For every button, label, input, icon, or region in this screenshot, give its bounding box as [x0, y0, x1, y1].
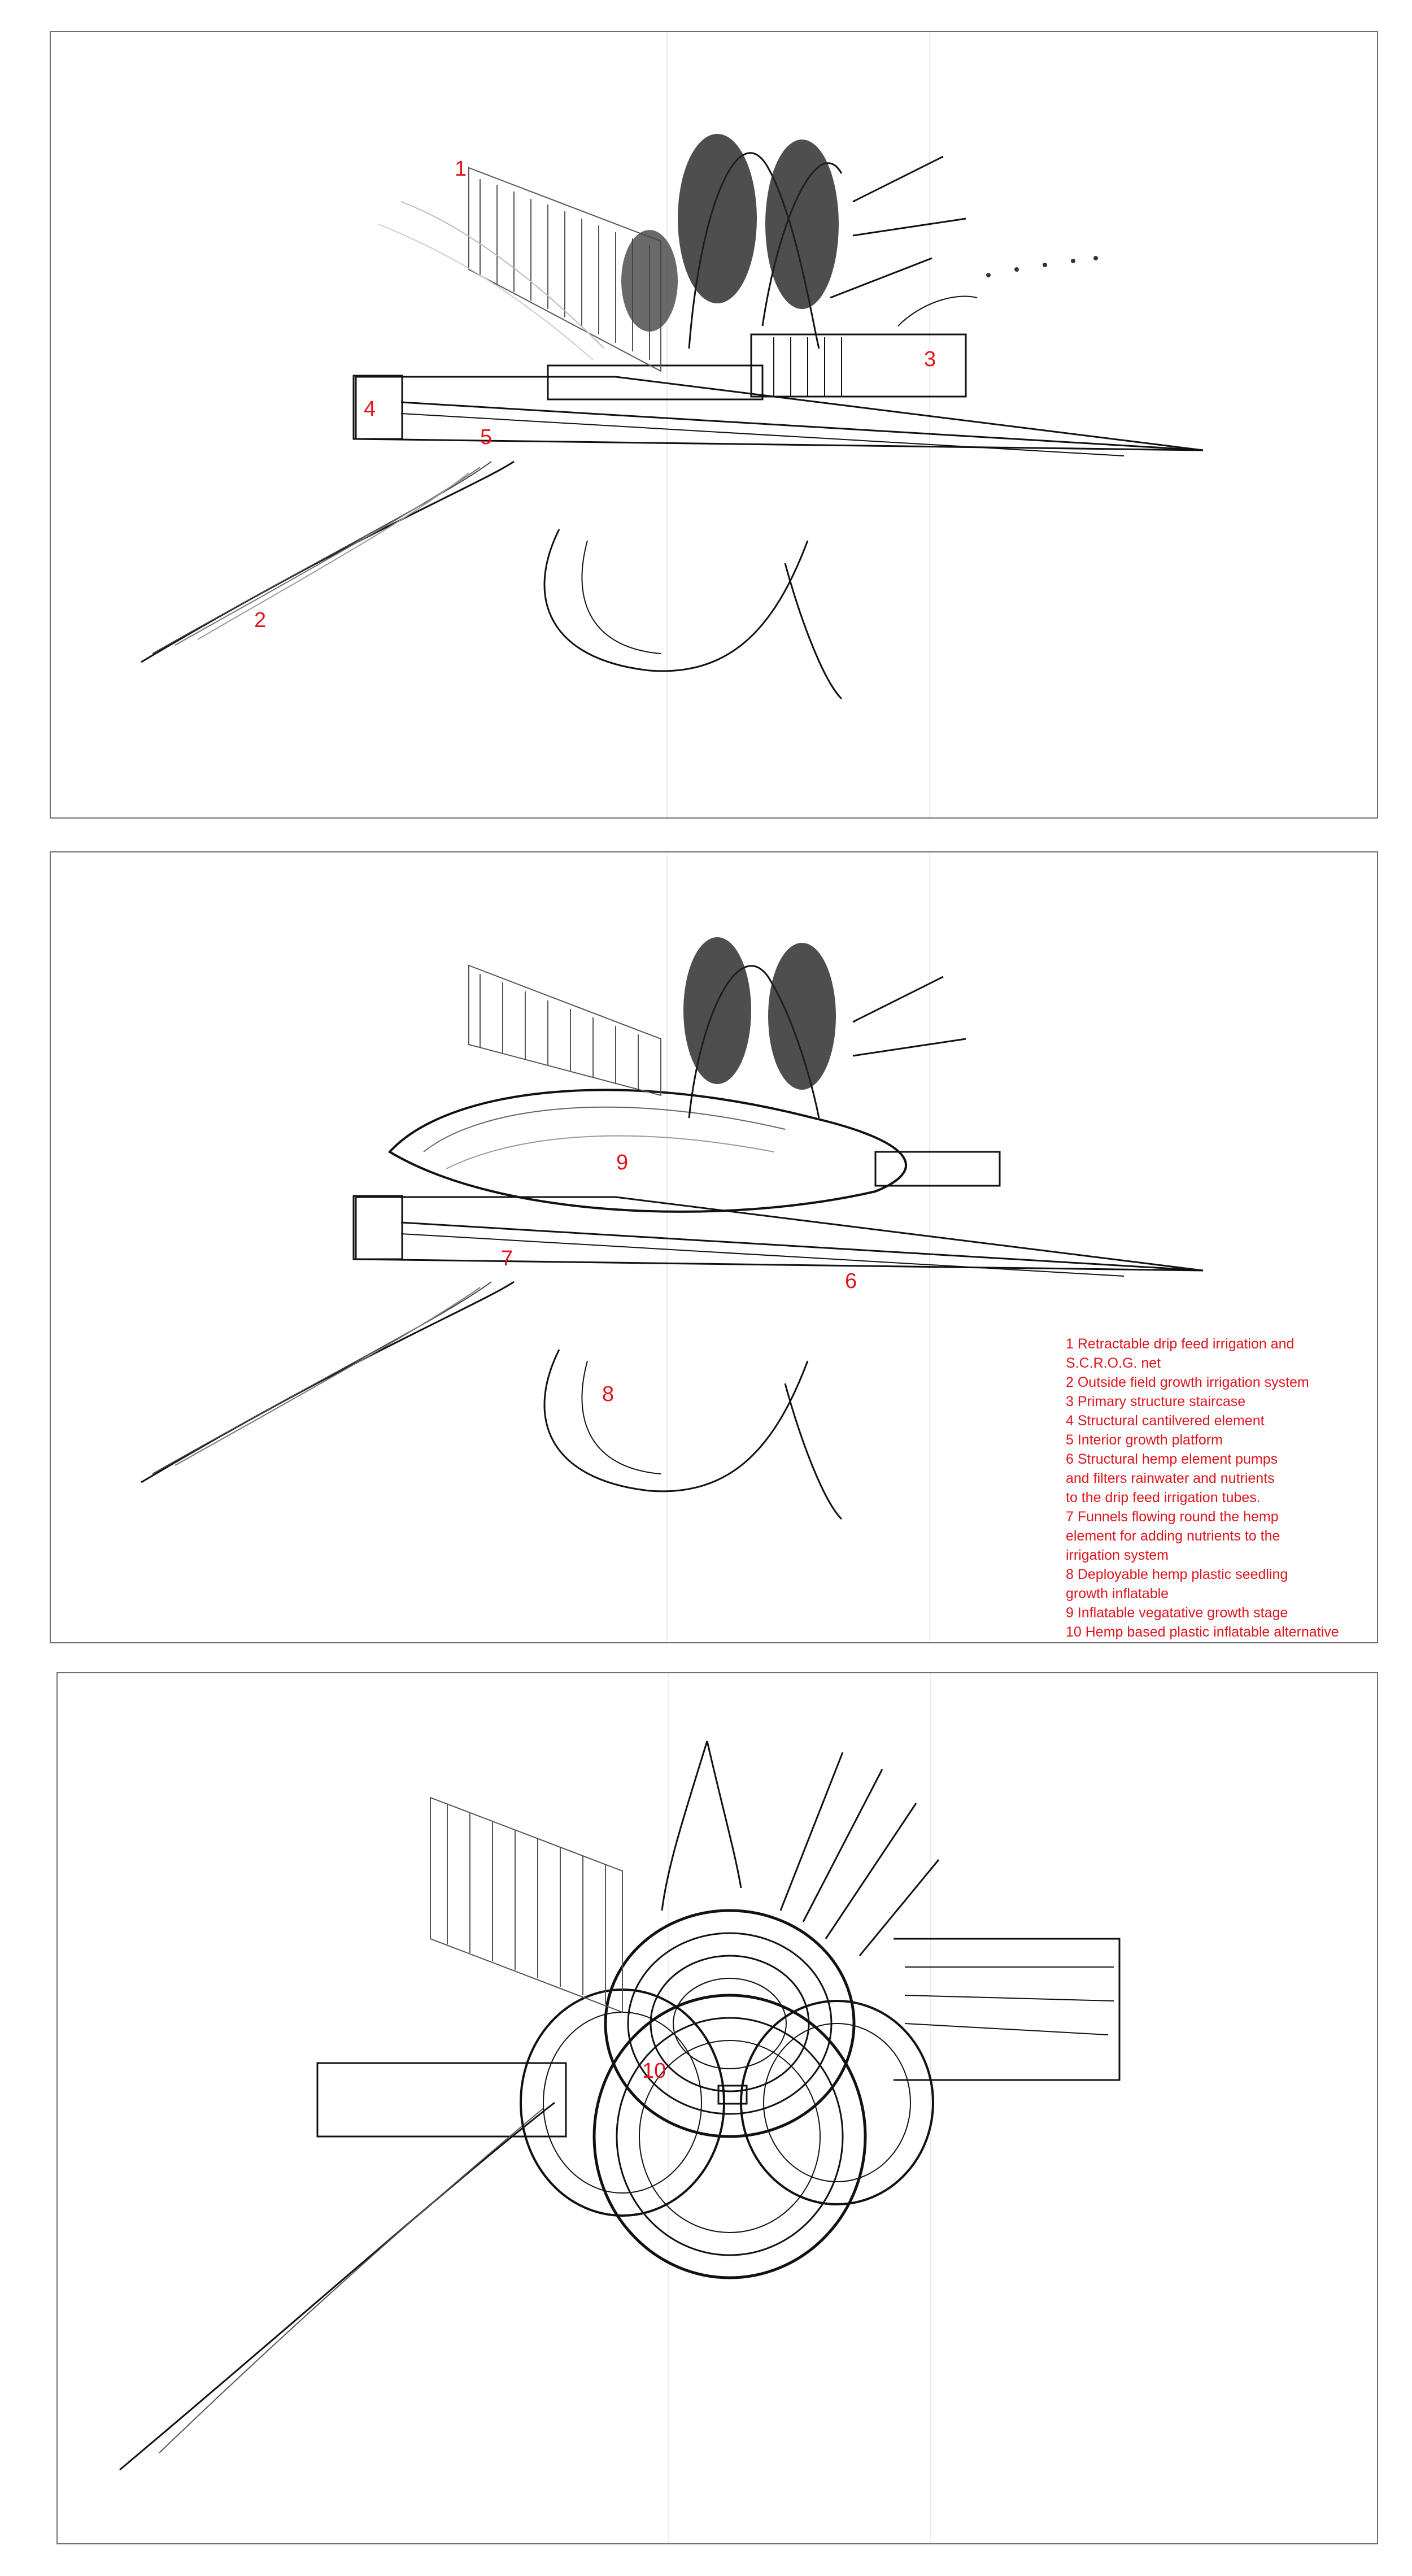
- seedling-inflatable: [544, 529, 808, 671]
- cantilever-element: [354, 376, 402, 439]
- cantilever-element: [317, 2063, 566, 2136]
- platform-deck: [894, 1939, 1119, 2080]
- legend-item: 10 Hemp based plastic inflatable alternative: [1066, 1624, 1339, 1640]
- legend-item: 6 Structural hemp element pumps: [1066, 1451, 1278, 1467]
- scrog-net: [469, 965, 661, 1095]
- structure-drawing-1: [51, 32, 1377, 817]
- hemp-plants: [683, 937, 836, 1090]
- irrigation-branch: [141, 1282, 514, 1482]
- legend-item: element for adding nutrients to the: [1066, 1528, 1280, 1544]
- legend-item: to the drip feed irrigation tubes.: [1066, 1490, 1261, 1505]
- legend-item: irrigation system: [1066, 1547, 1169, 1563]
- irrigation-branch: [120, 2103, 555, 2470]
- label-1: 1: [455, 157, 467, 181]
- legend-item: 5 Interior growth platform: [1066, 1432, 1223, 1448]
- legend-item: and filters rainwater and nutrients: [1066, 1470, 1275, 1486]
- legend-item: 4 Structural cantilvered element: [1066, 1413, 1265, 1429]
- legend-item: S.C.R.O.G. net: [1066, 1355, 1161, 1371]
- diagram-panel-3: [56, 1672, 1378, 2544]
- label-6: 6: [845, 1269, 857, 1293]
- hemp-plants: [621, 134, 839, 332]
- irrigation-branch: [141, 462, 514, 662]
- scrog-net: [430, 1798, 622, 2012]
- structure-drawing-3: [58, 1673, 1377, 2543]
- legend-item: 7 Funnels flowing round the hemp: [1066, 1509, 1279, 1525]
- cantilever-element: [354, 1196, 402, 1259]
- legend-item: 1 Retractable drip feed irrigation and: [1066, 1336, 1295, 1352]
- label-8: 8: [602, 1382, 615, 1406]
- platform-deck: [356, 1197, 1203, 1270]
- legend-item: 3 Primary structure staircase: [1066, 1394, 1246, 1409]
- seedling-inflatable: [544, 1350, 808, 1491]
- label-3: 3: [924, 347, 936, 371]
- label-5: 5: [480, 425, 493, 449]
- scrog-net: [378, 168, 661, 371]
- diagram-panel-1: [50, 31, 1378, 819]
- legend-item: 2 Outside field growth irrigation system: [1066, 1374, 1309, 1390]
- label-2: 2: [254, 608, 267, 632]
- label-9: 9: [616, 1151, 629, 1174]
- legend: [1066, 1334, 1382, 1642]
- label-4: 4: [364, 397, 376, 421]
- label-10: 10: [642, 2059, 666, 2083]
- legend-item: growth inflatable: [1066, 1586, 1169, 1602]
- legend-item: 9 Inflatable vegatative growth stage: [1066, 1605, 1288, 1621]
- legend-item: 8 Deployable hemp plastic seedling: [1066, 1567, 1288, 1582]
- label-7: 7: [501, 1247, 513, 1270]
